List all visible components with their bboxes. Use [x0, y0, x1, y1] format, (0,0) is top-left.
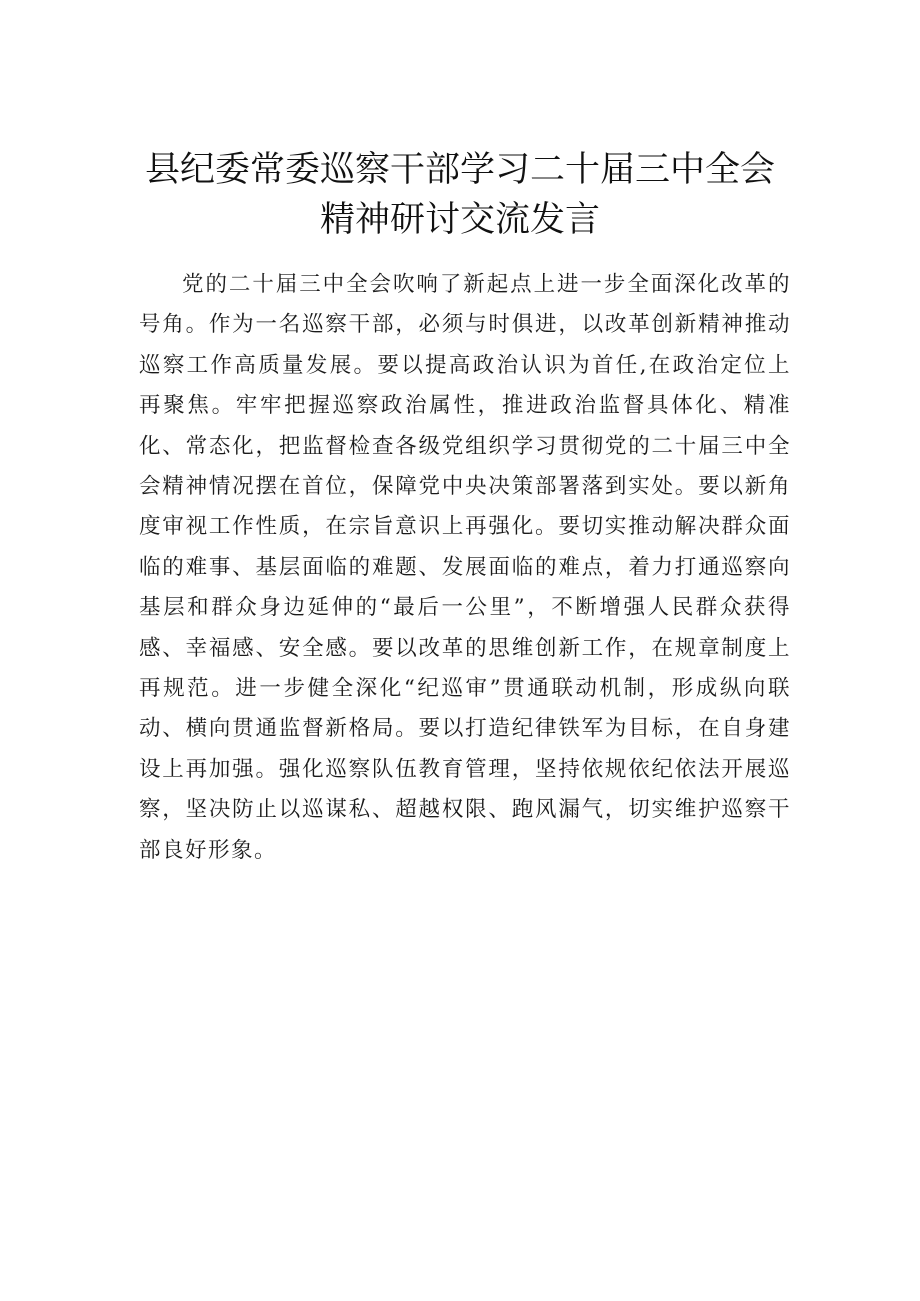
body-paragraph: 党的二十届三中全会吹响了新起点上进一步全面深化改革的号角。作为一名巡察干部，必须与时俱进，以改革创新精神推动巡察工作高质量发展。要以提高政治认识为首任,在政治定位上再聚焦。牢牢把握巡察政治属性，推进政治监督具体化、精准化、常态化，把监督检查各级党组织学习贯彻党的二十届三中全会精神情况摆在首位，保障党中央决策部署落到实处。要以新角度审视工作性质，在宗旨意识上再强化。要切实推动解决群众面临的难事、基层面临的难题、发展面临的难点，着力打通巡察向基层和群众身边延伸的“最后一公里”，不断增强人民群众获得感、幸福感、安全感。要以改革的思维创新工作，在规章制度上再规范。进一步健全深化“纪巡审”贯通联动机制，形成纵向联动、横向贯通监督新格局。要以打造纪律铁军为目标，在自身建设上再加强。强化巡察队伍教育管理，坚持依规依纪依法开展巡察，坚决防止以巡谋私、超越权限、跑风漏气，切实维护巡察干部良好形象。: [139, 272, 791, 863]
document-title: 县纪委常委巡察干部学习二十届三中全会精神研讨交流发言: [144, 150, 775, 240]
